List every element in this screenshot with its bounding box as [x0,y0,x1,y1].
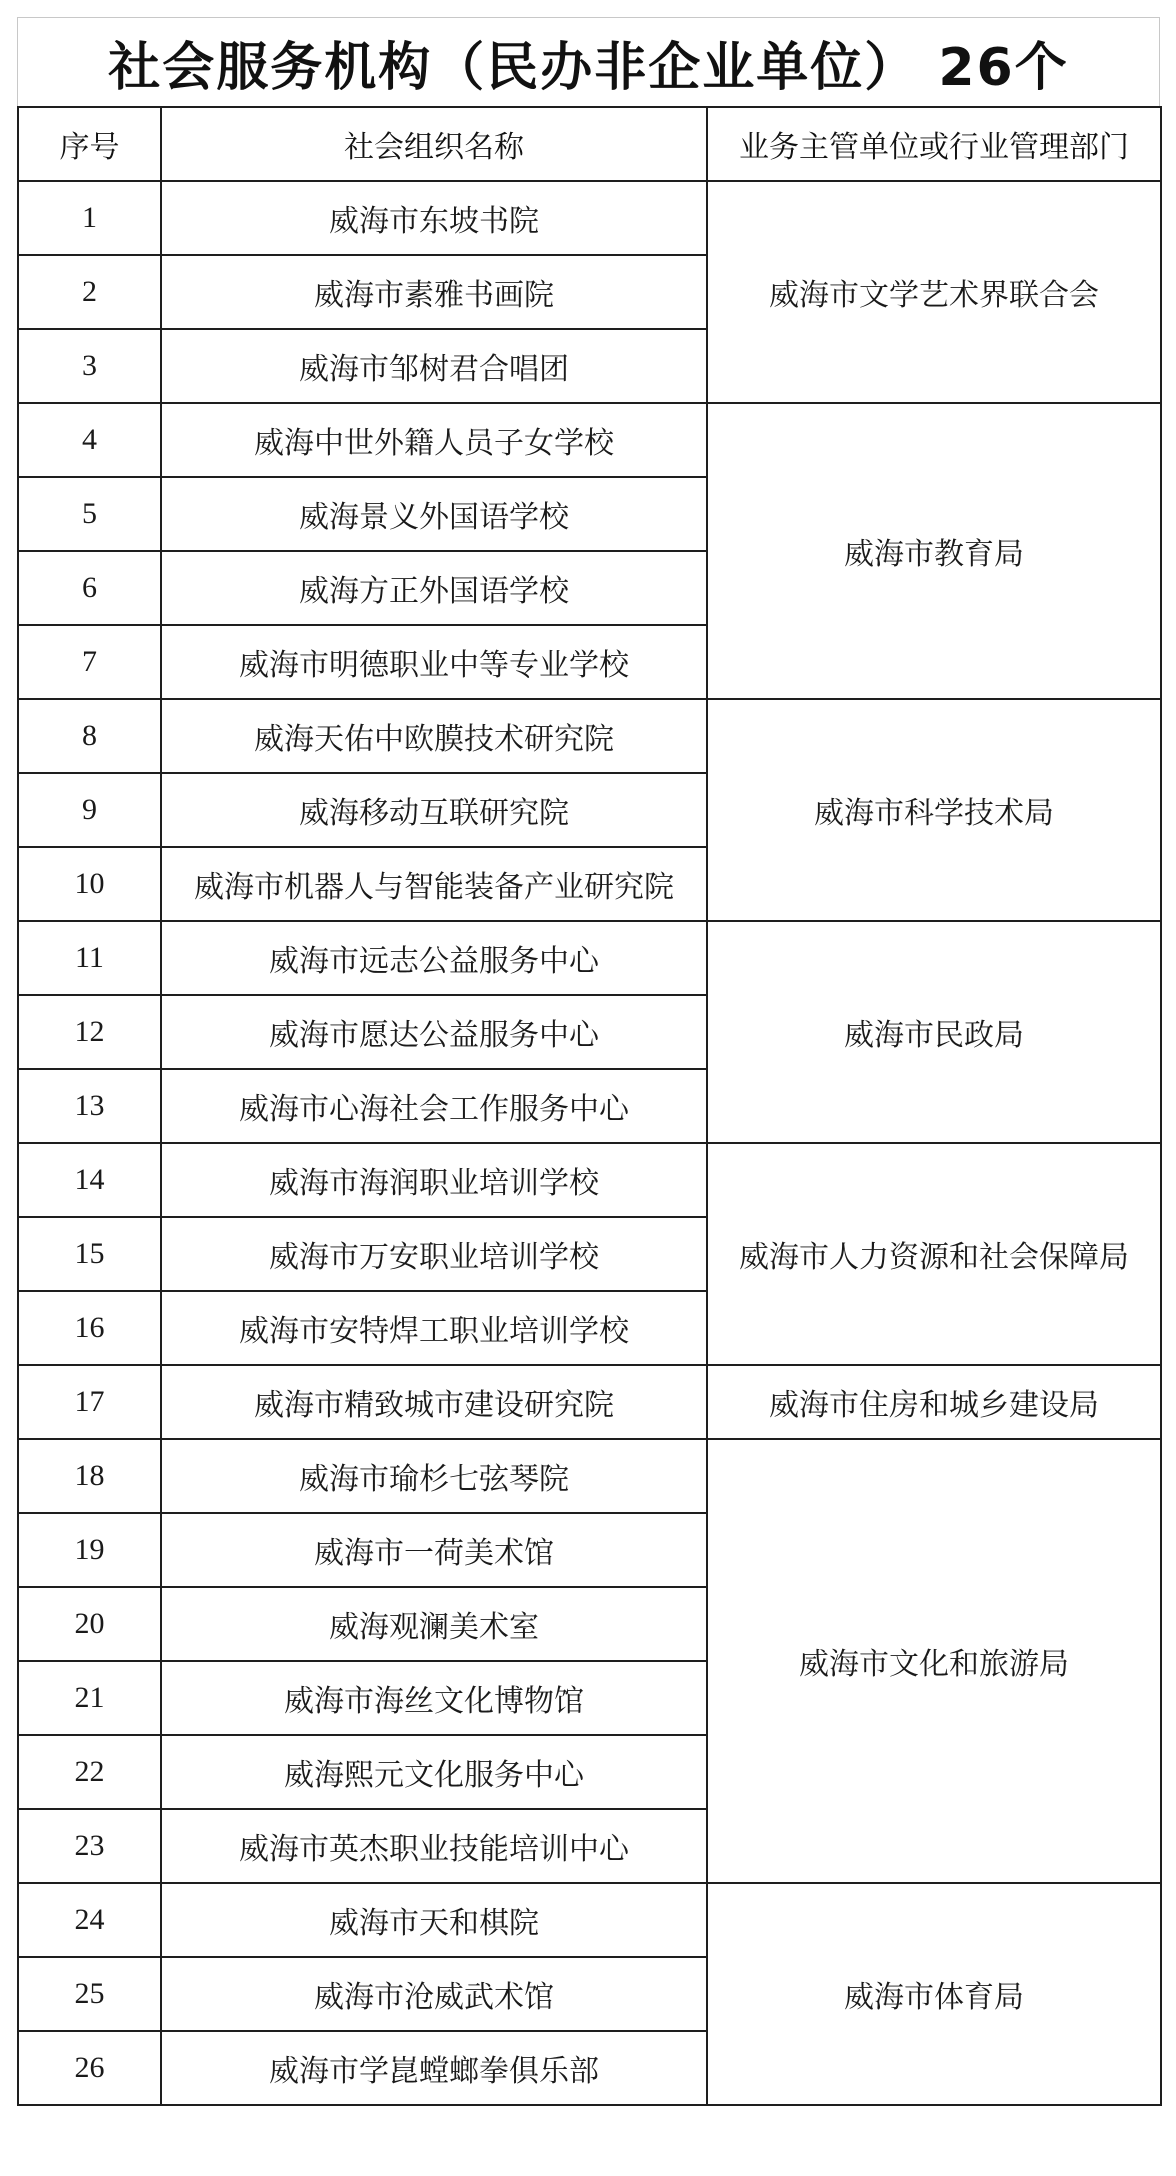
row-org-name-cell: 威海市机器人与智能装备产业研究院 [161,847,707,921]
supervisor-cell: 威海市住房和城乡建设局 [707,1365,1161,1439]
table-row [18,1883,1161,1957]
table-row [18,1439,1161,1513]
row-org-name-cell: 威海市邹树君合唱团 [161,329,707,403]
table-row [18,403,1161,477]
supervisor-cell: 威海市民政局 [707,921,1161,1143]
row-org-name-cell: 威海市英杰职业技能培训中心 [161,1809,707,1883]
row-org-name-cell: 威海市天和棋院 [161,1883,707,1957]
table-header-row [18,107,1161,181]
supervisor-cell: 威海市科学技术局 [707,699,1161,921]
row-org-name-cell: 威海市一荷美术馆 [161,1513,707,1587]
row-org-name-cell: 威海熙元文化服务中心 [161,1735,707,1809]
row-org-name-cell: 威海市东坡书院 [161,181,707,255]
row-seq-cell: 9 [18,773,161,847]
header-org-name: 社会组织名称 [161,107,707,181]
row-org-name-cell: 威海市远志公益服务中心 [161,921,707,995]
row-seq-cell: 24 [18,1883,161,1957]
row-org-name-cell: 威海市瑜杉七弦琴院 [161,1439,707,1513]
row-org-name-cell: 威海市愿达公益服务中心 [161,995,707,1069]
row-org-name-cell: 威海市安特焊工职业培训学校 [161,1291,707,1365]
row-seq-cell: 20 [18,1587,161,1661]
row-seq-cell: 5 [18,477,161,551]
table-row [18,1365,1161,1439]
supervisor-cell: 威海市文化和旅游局 [707,1439,1161,1883]
row-seq-cell: 21 [18,1661,161,1735]
table-row [18,921,1161,995]
row-org-name-cell: 威海移动互联研究院 [161,773,707,847]
row-seq-cell: 15 [18,1217,161,1291]
row-org-name-cell: 威海市学崑螳螂拳俱乐部 [161,2031,707,2105]
row-org-name-cell: 威海市沧威武术馆 [161,1957,707,2031]
row-org-name-cell: 威海市明德职业中等专业学校 [161,625,707,699]
row-seq-cell: 4 [18,403,161,477]
row-seq-cell: 7 [18,625,161,699]
organization-table [17,106,1162,2106]
row-seq-cell: 19 [18,1513,161,1587]
row-org-name-cell: 威海观澜美术室 [161,1587,707,1661]
row-seq-cell: 23 [18,1809,161,1883]
row-seq-cell: 8 [18,699,161,773]
row-seq-cell: 11 [18,921,161,995]
header-supervisor: 业务主管单位或行业管理部门 [707,107,1161,181]
supervisor-cell: 威海市教育局 [707,403,1161,699]
row-seq-cell: 16 [18,1291,161,1365]
row-seq-cell: 12 [18,995,161,1069]
row-org-name-cell: 威海方正外国语学校 [161,551,707,625]
table-row [18,699,1161,773]
row-org-name-cell: 威海天佑中欧膜技术研究院 [161,699,707,773]
row-seq-cell: 10 [18,847,161,921]
page-title: 社会服务机构（民办非企业单位） 26个 [17,17,1160,106]
table-body [18,181,1161,2105]
row-org-name-cell: 威海景义外国语学校 [161,477,707,551]
row-seq-cell: 2 [18,255,161,329]
row-org-name-cell: 威海市素雅书画院 [161,255,707,329]
row-seq-cell: 22 [18,1735,161,1809]
supervisor-cell: 威海市体育局 [707,1883,1161,2105]
row-seq-cell: 1 [18,181,161,255]
header-seq: 序号 [18,107,161,181]
row-org-name-cell: 威海市心海社会工作服务中心 [161,1069,707,1143]
row-seq-cell: 14 [18,1143,161,1217]
row-org-name-cell: 威海市海丝文化博物馆 [161,1661,707,1735]
row-org-name-cell: 威海市海润职业培训学校 [161,1143,707,1217]
document-sheet [17,17,1160,2162]
row-seq-cell: 6 [18,551,161,625]
row-org-name-cell: 威海市万安职业培训学校 [161,1217,707,1291]
row-seq-cell: 18 [18,1439,161,1513]
supervisor-cell: 威海市人力资源和社会保障局 [707,1143,1161,1365]
table-row [18,1143,1161,1217]
supervisor-cell: 威海市文学艺术界联合会 [707,181,1161,403]
table-row [18,181,1161,255]
row-seq-cell: 3 [18,329,161,403]
row-seq-cell: 25 [18,1957,161,2031]
row-seq-cell: 17 [18,1365,161,1439]
row-org-name-cell: 威海中世外籍人员子女学校 [161,403,707,477]
row-seq-cell: 26 [18,2031,161,2105]
row-org-name-cell: 威海市精致城市建设研究院 [161,1365,707,1439]
row-seq-cell: 13 [18,1069,161,1143]
